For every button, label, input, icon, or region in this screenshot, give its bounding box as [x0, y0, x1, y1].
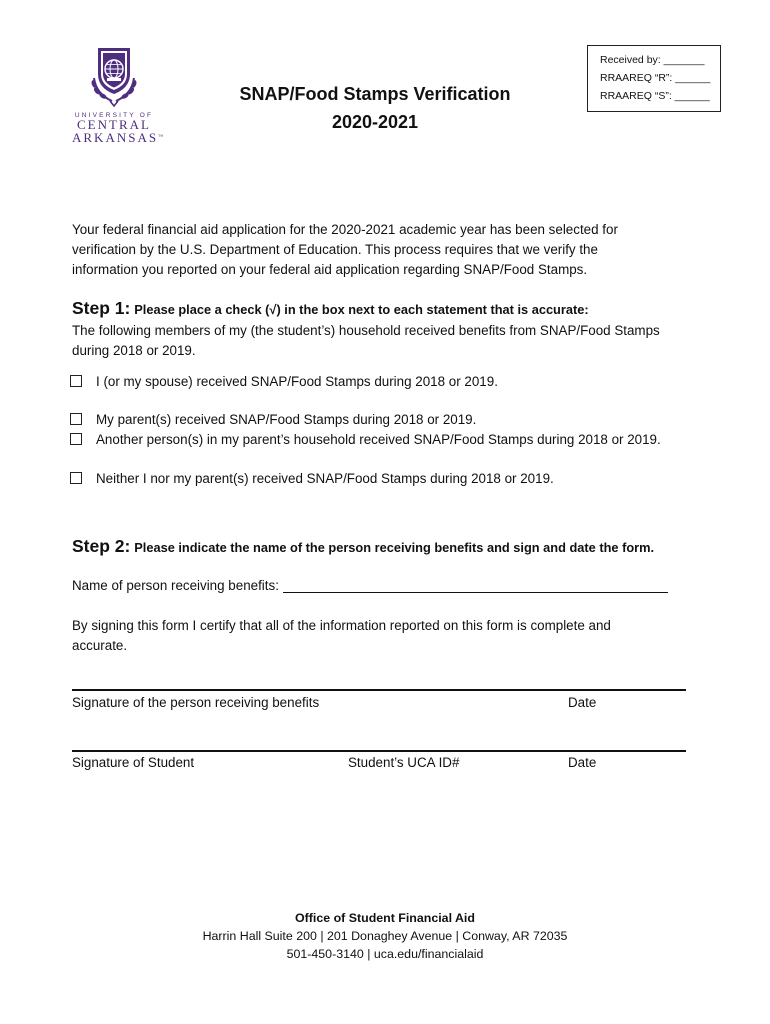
step1-desc-line: during 2018 or 2019. — [72, 343, 196, 358]
footer — [100, 909, 670, 963]
step1-desc-line: The following members of my (the student’s) household received benefits from SNAP/Food Stamps — [72, 323, 660, 338]
option-label: I (or my spouse) received SNAP/Food Stamps during 2018 or 2019. — [96, 374, 498, 389]
option-parents[interactable] — [70, 412, 476, 427]
step1-heading — [72, 298, 589, 319]
logo-arkansas: ARKANSAS™ — [72, 130, 165, 145]
checkbox[interactable] — [70, 433, 82, 445]
date-label: Date — [568, 695, 597, 710]
footer-contact: 501-450-3140 | uca.edu/financialaid — [286, 947, 484, 961]
uca-crest-icon — [86, 44, 142, 110]
checkbox[interactable] — [70, 375, 82, 387]
option-label: My parent(s) received SNAP/Food Stamps during 2018 or 2019. — [96, 412, 477, 427]
intro-line: information you reported on your federal aid application regarding SNAP/Food Stamps. — [72, 262, 588, 277]
option-self-spouse[interactable] — [70, 374, 498, 389]
intro-line: verification by the U.S. Department of Education. This process requires that we verify the — [72, 242, 598, 257]
signature-line-benefits[interactable] — [72, 689, 686, 691]
received-by-field: Received by: _______ — [600, 54, 705, 66]
checkbox[interactable] — [70, 413, 82, 425]
checkbox[interactable] — [70, 472, 82, 484]
logo-university-of: UNIVERSITY OF — [74, 112, 154, 119]
date-label: Date — [568, 755, 597, 770]
option-neither[interactable] — [70, 471, 554, 486]
step2-heading — [72, 536, 654, 557]
option-label: Neither I nor my parent(s) received SNAP/Food Stamps during 2018 or 2019. — [96, 471, 554, 486]
benefit-recipient-name-row — [72, 578, 668, 593]
intro-paragraph — [72, 220, 702, 280]
form-year: 2020-2021 — [331, 112, 419, 132]
rraareq-r-field: RRAAREQ “R”: ______ — [600, 72, 711, 84]
sig-benefits-label: Signature of the person receiving benefits — [72, 695, 320, 710]
form-title: SNAP/Food Stamps Verification — [239, 84, 511, 104]
footer-address: Harrin Hall Suite 200 | 201 Donaghey Avenue | Conway, AR 72035 — [202, 929, 568, 943]
option-parent-household[interactable] — [70, 432, 661, 447]
logo-trademark: ™ — [158, 135, 165, 140]
logo-central: CENTRAL — [77, 117, 151, 132]
office-use-box — [587, 45, 721, 112]
certify-line: By signing this form I certify that all of the information reported on this form is complete and — [72, 618, 611, 633]
step1-description — [72, 321, 702, 361]
step1-label: Step 1: — [72, 298, 131, 318]
sig-student-label: Signature of Student — [72, 755, 195, 770]
step2-instruction: Please indicate the name of the person receiving benefits and sign and date the form. — [134, 540, 655, 555]
name-input-line[interactable] — [283, 578, 668, 593]
uca-logo — [72, 44, 165, 145]
step1-instruction: Please place a check (√) in the box next to each statement that is accurate: — [134, 302, 589, 317]
intro-line: Your federal financial aid application for the 2020-2021 academic year has been selected for — [72, 222, 618, 237]
signature-line-student[interactable] — [72, 750, 686, 752]
footer-office: Office of Student Financial Aid — [295, 911, 475, 925]
step2-label: Step 2: — [72, 536, 131, 556]
student-id-label: Student’s UCA ID# — [348, 755, 460, 770]
rraareq-s-field: RRAAREQ “S”: ______ — [600, 90, 710, 102]
option-label: Another person(s) in my parent’s household received SNAP/Food Stamps during 2018 or 2019. — [96, 432, 661, 447]
certification-statement — [72, 616, 702, 656]
certify-line: accurate. — [72, 638, 128, 653]
name-label: Name of person receiving benefits: — [72, 578, 279, 593]
